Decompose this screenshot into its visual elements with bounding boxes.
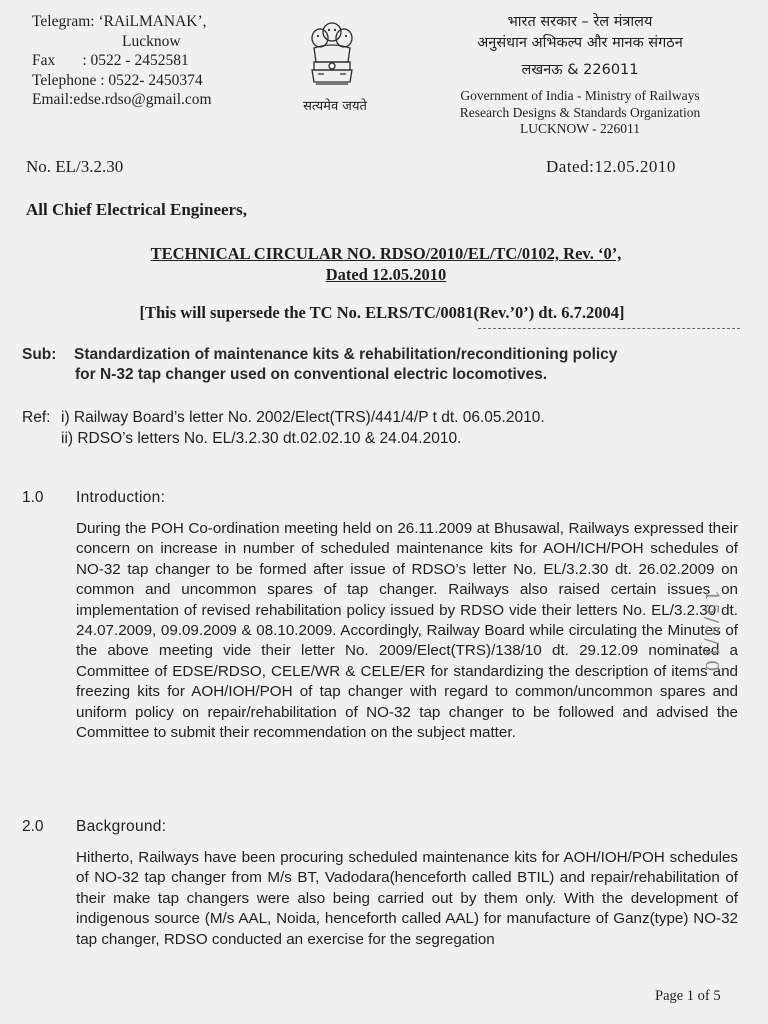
hindi-header: [420, 12, 740, 81]
section-heading-background: Background:: [76, 818, 167, 835]
national-emblem-icon: [306, 18, 358, 96]
letter-reference-number: No. EL/3.2.30: [26, 157, 124, 176]
emblem-motto: सत्यमेव जयते: [303, 99, 367, 114]
fax-line: Fax : 0522 - 2452581: [32, 52, 189, 69]
subject-line-2: for N-32 tap changer used on conventional electric locomotives.: [75, 366, 548, 383]
section-body-background: Hitherto, Railways have been procuring scheduled maintenance kits for AOH/IOH/POH schedules of NO-32 tap changer from M/s BT, Vadodara(henceforth called BTIL) and repair/rehabilitation of their make tap changers were also being carried out by them only. With the development of indigenous source (M/s AAL, Noida, henceforth called AAL) for manufacture of Ganz(type) NO-32 tap changer, RDSO conducted an exercise for the segregation: [76, 849, 738, 948]
circular-title: [26, 243, 746, 285]
org-header: [412, 88, 748, 138]
hindi-line-3: लखनऊ & 226011: [521, 62, 639, 78]
page-number: Page 1 of 5: [655, 988, 721, 1004]
org-line-2: Research Designs & Standards Organization: [459, 104, 701, 120]
ref-label: Ref:: [22, 409, 51, 426]
ref-item-1: i) Railway Board’s letter No. 2002/Elect(TRS)/441/4/P t dt. 06.05.2010.: [61, 409, 545, 426]
references-block: [22, 407, 545, 449]
hindi-line-2: अनुसंधान अभिकल्प और मानक संगठन: [477, 35, 683, 51]
city-line: Lucknow: [122, 32, 181, 50]
org-line-1: Government of India - Ministry of Railways: [460, 88, 700, 103]
org-line-3: LUCKNOW - 226011: [520, 121, 640, 136]
telegram-line: Telegram: ‘RAiLMANAK’,: [32, 13, 207, 30]
section-body-introduction: During the POH Co-ordination meeting held on 26.11.2009 at Bhusawal, Railways expressed their concern on increase in number of scheduled maintenance kits for AOH/ICH/POH schedules of NO-32 tap changer to be formed after issue of RDSO’s letter No. EL/3.2.30 dt. 26.02.2009 on common and uncommon spares of tap changer. Railways also raised certain issues on implementation of revised rehabilitation policy issued by RDSO vide their letters No. EL/3.2.30 dt. 24.07.2009, 09.09.2009 & 08.10.2009. Accordingly, Railway Board while circulating the Minutes of the above meeting vide their letter No. 2009/Elect(TRS)/138/10 dt. 29.12.09 nominated a Committee of EDSE/RDSO, CELE/WR & CELE/ER for standardizing the description of items and freezing kits for AOH/IOH/POH of tap changer with regard to common/uncommon spares and uniform policy on repair/rehabilitation of NO-32 tap changer to be followed and advised the Committee to submit their recommendation on the subject matter.: [76, 520, 738, 742]
subject-line-1: Standardization of maintenance kits & rehabilitation/reconditioning policy: [74, 346, 618, 363]
supersede-note: [This will supersede the TC No. ELRS/TC/0081(Rev.’0’) dt. 6.7.2004]: [139, 303, 625, 322]
addressee: All Chief Electrical Engineers,: [26, 200, 247, 219]
subject-label: Sub:: [22, 346, 57, 363]
section-heading-introduction: Introduction:: [76, 489, 166, 506]
subject-block: [22, 345, 746, 385]
circular-title-line-2: Dated 12.05.2010: [325, 265, 447, 284]
letter-date: Dated:12.05.2010: [546, 157, 676, 176]
ref-item-2: ii) RDSO’s letters No. EL/3.2.30 dt.02.02.10 & 24.04.2010.: [61, 430, 462, 447]
supersede-underline: [478, 328, 740, 329]
circular-title-line-1: TECHNICAL CIRCULAR NO. RDSO/2010/EL/TC/0102, Rev. ‘0’,: [150, 244, 622, 263]
section-number: 1.0: [22, 489, 44, 506]
margin-stamp: 15/5/10: [701, 590, 722, 674]
hindi-line-1: भारत सरकार – रेल मंत्रालय: [507, 14, 653, 30]
contact-block: [32, 12, 212, 110]
section-number: 2.0: [22, 818, 44, 835]
telephone-line: Telephone : 0522- 2450374: [32, 71, 203, 89]
email-line: Email:edse.rdso@gmail.com: [32, 91, 212, 108]
